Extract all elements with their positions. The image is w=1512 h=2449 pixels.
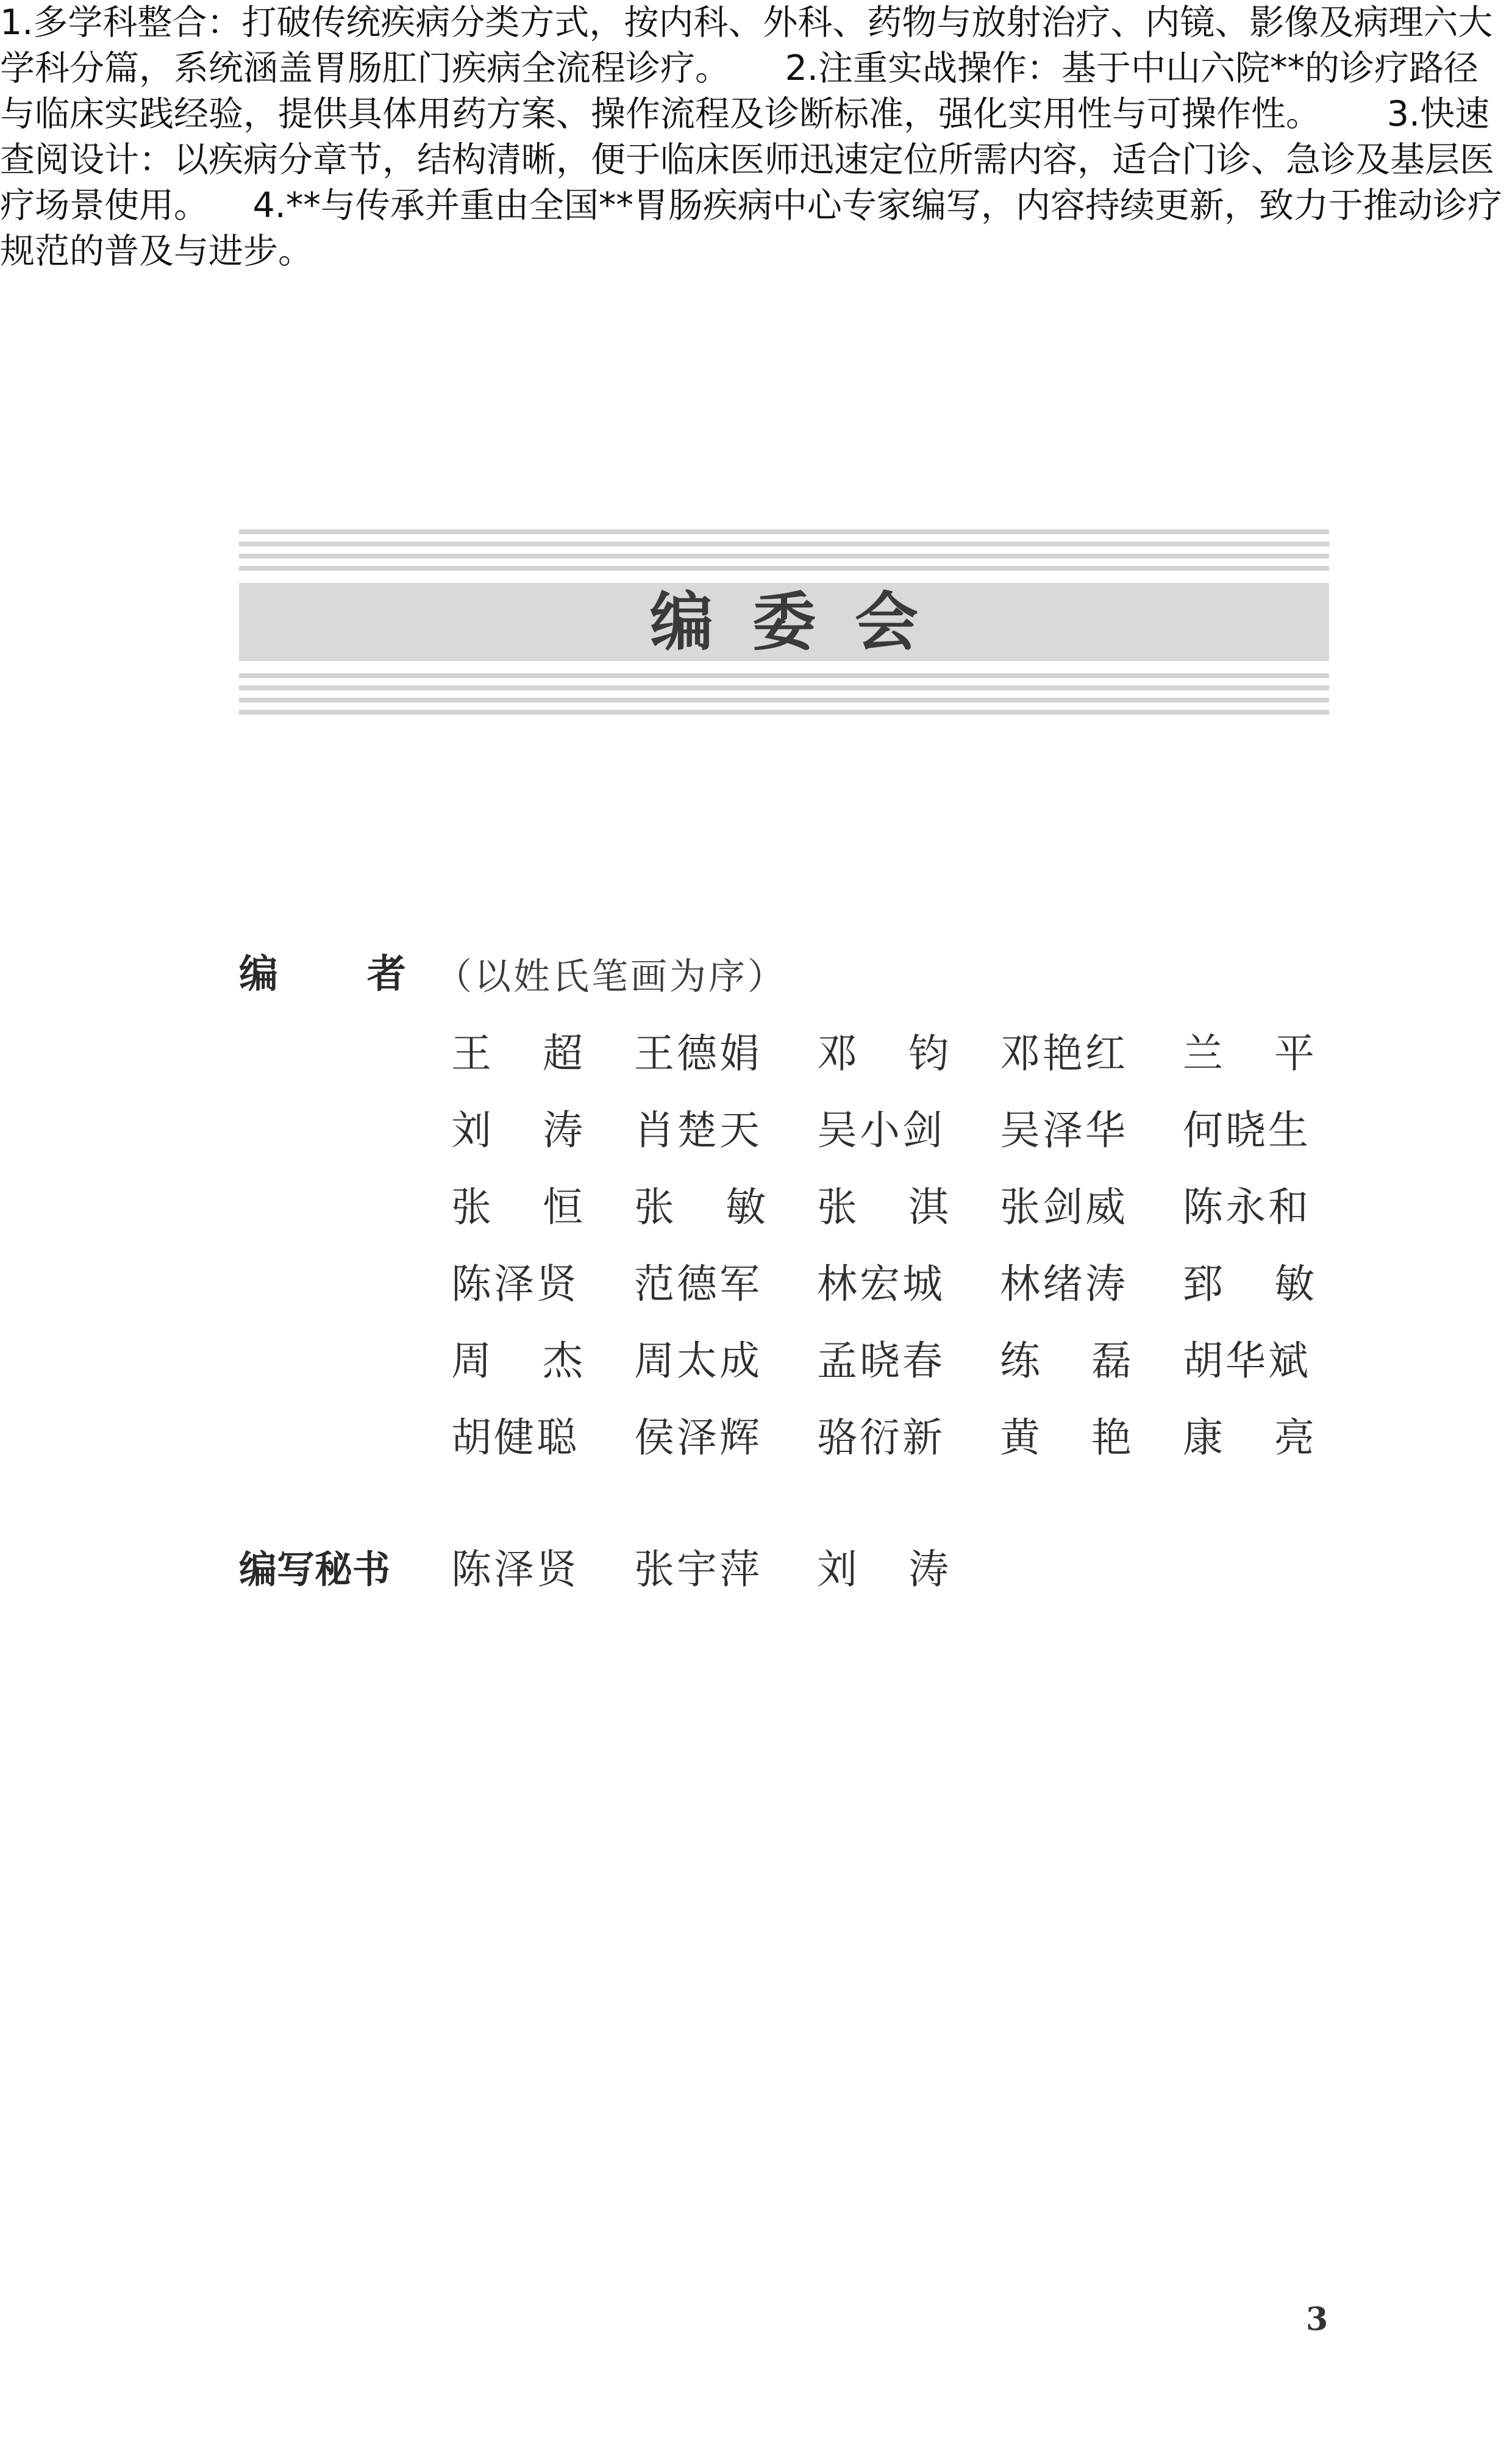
editor-name: 胡华斌 <box>1183 1337 1311 1384</box>
editor-name: 刘涛 <box>451 1107 634 1154</box>
editor-name: 孟晓春 <box>817 1337 945 1384</box>
editor-name: 胡健聪 <box>451 1414 579 1461</box>
editor-name: 张淇 <box>817 1184 1000 1231</box>
editor-name: 康亮 <box>1183 1414 1366 1461</box>
editor-name: 侯泽辉 <box>634 1414 762 1461</box>
editor-name: 周太成 <box>634 1337 762 1384</box>
banner-stripe <box>239 566 1329 571</box>
editor-name: 吴小剑 <box>817 1107 945 1154</box>
editor-name: 陈泽贤 <box>451 1260 579 1307</box>
editor-name: 郅敏 <box>1183 1260 1366 1307</box>
editor-name: 邓钧 <box>817 1030 1000 1077</box>
editor-name: 吴泽华 <box>1000 1107 1128 1154</box>
editor-name: 陈永和 <box>1183 1184 1311 1231</box>
editor-name: 黄艳 <box>1000 1414 1183 1461</box>
page-number: 3 <box>1306 2301 1328 2338</box>
editor-name: 邓艳红 <box>1000 1030 1128 1077</box>
secretary-name: 张宇萍 <box>634 1546 762 1593</box>
editor-name: 范德军 <box>634 1260 762 1307</box>
editor-name: 骆衍新 <box>817 1414 945 1461</box>
page-title: 编委会 <box>649 585 957 659</box>
editor-name: 王超 <box>451 1030 634 1077</box>
secretaries-name-list <box>451 1544 1000 1595</box>
intro-paragraph: 1.多学科整合：打破传统疾病分类方式，按内科、外科、药物与放射治疗、内镜、影像及病理六大学科分篇，系统涵盖胃肠肛门疾病全流程诊疗。 2.注重实战操作：基于中山六院**的诊疗路径与临床实践经验，提供具体用药方案、操作流程及诊断标准，强化实用性与可操作性。 3.快速查阅设计：以疾病分章节，结构清晰，便于临床医师迅速定位所需内容，适合门诊、急诊及基层医疗场景使用。 4.**与传承并重由全国**胃肠疾病中心专家编写，内容持续更新，致力于推动诊疗规范的普及与进步。 <box>0 2 1502 271</box>
secretary-name: 陈泽贤 <box>451 1546 579 1593</box>
secretary-name: 刘涛 <box>817 1546 1000 1593</box>
editors-name-grid <box>451 1028 1366 1489</box>
editor-name: 练磊 <box>1000 1337 1183 1384</box>
editor-name: 王德娟 <box>634 1030 762 1077</box>
banner-stripe <box>239 673 1329 678</box>
editor-name: 肖楚天 <box>634 1107 762 1154</box>
banner-stripe <box>239 554 1329 559</box>
banner-stripe <box>239 542 1329 546</box>
editor-name: 何晓生 <box>1183 1107 1311 1154</box>
editor-name: 张恒 <box>451 1184 634 1231</box>
banner-stripe <box>239 685 1329 690</box>
editor-name: 兰平 <box>1183 1030 1366 1077</box>
secretaries-label: 编写秘书 <box>239 1547 391 1592</box>
banner-stripe <box>239 698 1329 703</box>
editor-name: 张剑威 <box>1000 1184 1128 1231</box>
banner-stripe <box>239 529 1329 534</box>
editor-name: 张敏 <box>634 1184 817 1231</box>
editors-order-note: （以姓氏笔画为序） <box>435 956 786 998</box>
banner-stripe <box>239 710 1329 715</box>
editor-name: 林绪涛 <box>1000 1260 1128 1307</box>
editorial-board-banner <box>239 524 1329 718</box>
editor-name: 林宏城 <box>817 1260 945 1307</box>
editor-name: 周杰 <box>451 1337 634 1384</box>
editors-label: 编者 <box>239 952 495 997</box>
